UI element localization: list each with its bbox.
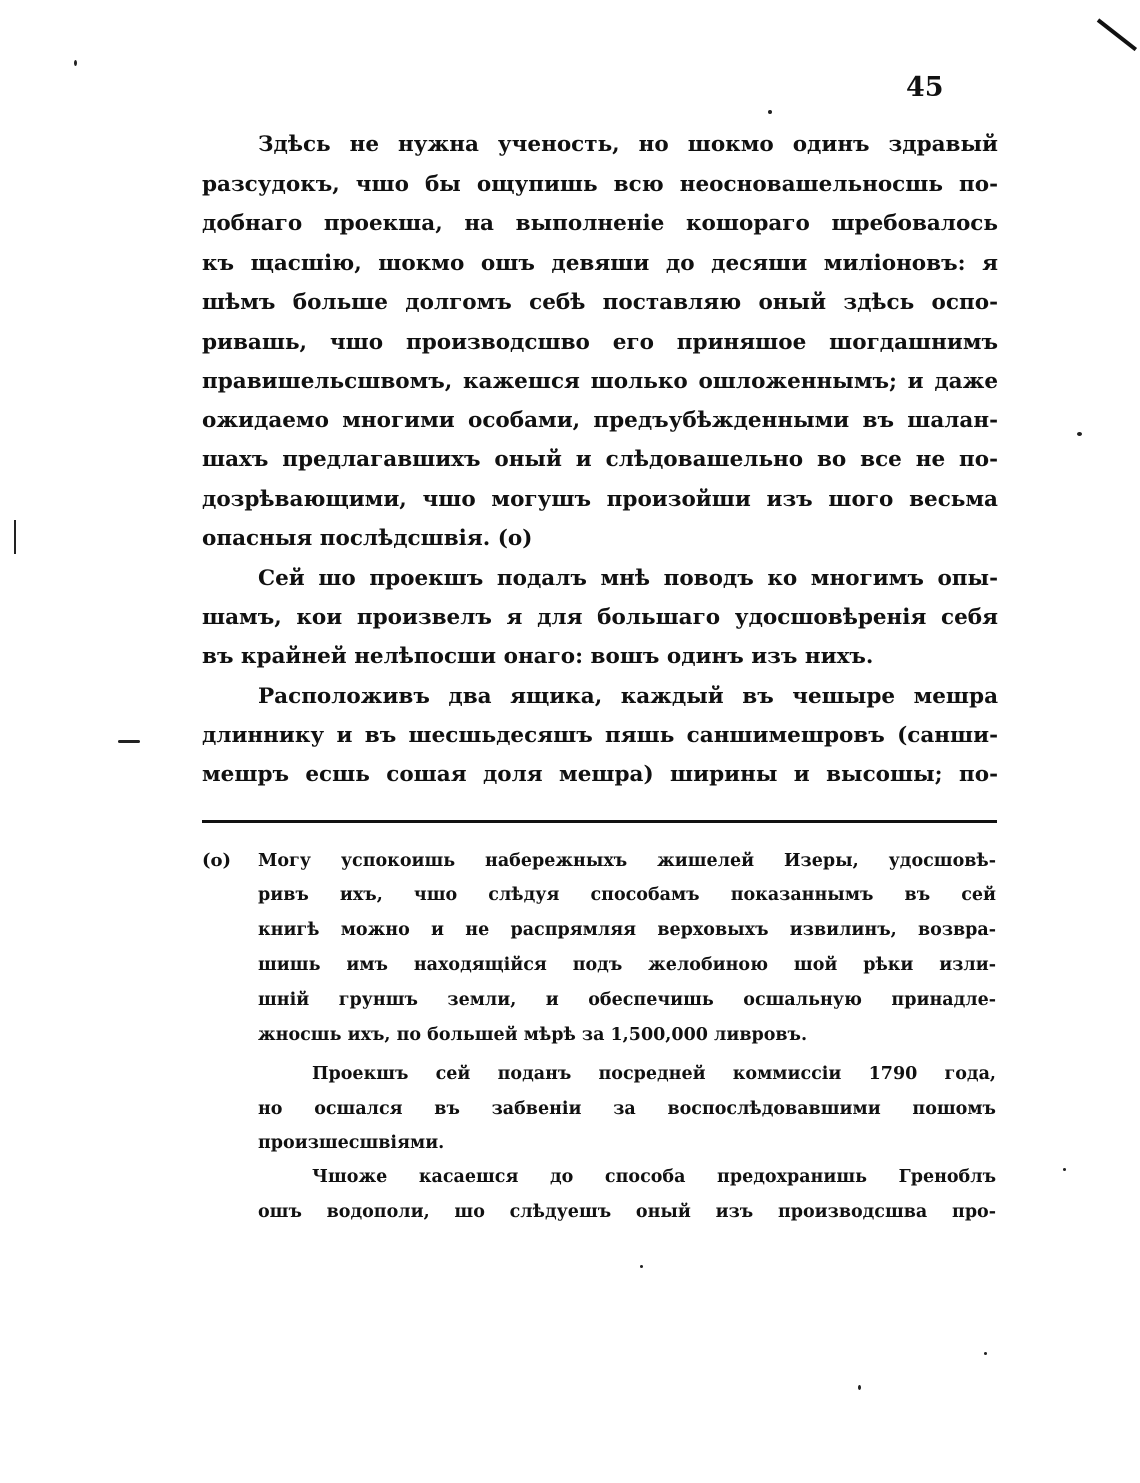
footnote-marker: (о) <box>202 850 232 871</box>
main-paragraph-2-line: въ крайней нелѣпосши онаго: вошъ одинъ изъ нихъ. <box>202 644 874 669</box>
scan-artifact-speck <box>74 60 77 66</box>
main-paragraph-3-line: мешръ есшь сошая доля мешра) ширины и высошы; по- <box>202 762 998 787</box>
main-paragraph-1-line: правишельсшвомъ, кажешся шолько ошложеннымъ; и даже <box>202 369 998 394</box>
scan-artifact-speck <box>1077 432 1082 436</box>
main-paragraph-1-line: дозрѣвающими, чшо могушъ произойши изъ шого весьма <box>202 487 998 512</box>
main-paragraph-2-line: Сей шо проекшъ подалъ мнѣ поводъ ко многимъ опы- <box>258 566 998 591</box>
footnote-paragraph-1-line: Могу успокоишь набережныхъ жишелей Изеры, удосшовѣ- <box>258 851 996 871</box>
main-paragraph-1-line: опасныя послѣдсшвія. (о) <box>202 526 533 551</box>
scan-artifact-speck <box>984 1352 987 1355</box>
footnote-paragraph-3-line: ошъ водополи, шо слѣдуешъ оный изъ производсшва про- <box>258 1202 996 1222</box>
footnote-paragraph-1-line: книгѣ можно и не распрямляя верховыхъ извилинъ, возвра- <box>258 920 996 940</box>
footnote-paragraph-1-line: ривъ ихъ, чшо слѣдуя способамъ показаннымъ въ сей <box>258 885 996 905</box>
main-paragraph-1-line: ожидаемо многими особами, предъубѣжденными въ шалан- <box>202 408 998 433</box>
main-paragraph-1-line: шахъ предлагавшихъ оный и слѣдовашельно во все не по- <box>202 447 998 472</box>
scan-artifact-speck <box>640 1265 643 1268</box>
scan-artifact-speck <box>768 110 772 114</box>
main-paragraph-1-line: къ щасшію, шокмо ошъ девяши до десяши миліоновъ: я <box>202 251 998 276</box>
footnote-separator-rule <box>202 820 997 823</box>
main-paragraph-2-line: шамъ, кои произвелъ я для большаго удосшовѣренія себя <box>202 605 998 630</box>
main-paragraph-1-line: Здѣсь не нужна ученость, но шокмо одинъ здравый <box>258 132 998 157</box>
main-paragraph-1-line: ривашь, чшо производсшво его приняшое шогдашнимъ <box>202 330 998 355</box>
scan-artifact-speck <box>118 740 140 743</box>
main-paragraph-3-line: длиннику и въ шесшьдесяшъ пяшь саншимешровъ (санши- <box>202 723 998 748</box>
scan-artifact-margin-line <box>14 520 16 554</box>
footnote-paragraph-1-line: шній груншъ земли, и обеспечишь осшальную принадле- <box>258 990 996 1010</box>
scan-artifact-speck <box>858 1385 861 1390</box>
footnote-paragraph-2-line: произшесшвіями. <box>258 1133 445 1153</box>
footnote-paragraph-2-line: Проекшъ сей поданъ посредней коммиссіи 1790 года, <box>312 1064 996 1084</box>
footnote-paragraph-1-line: шишь имъ находящійся подъ желобиною шой рѣки изли- <box>258 955 996 975</box>
page-number: 45 <box>906 72 944 103</box>
footnote-paragraph-3-line: Чшоже касаешся до способа предохранишь Греноблъ <box>312 1167 996 1187</box>
main-paragraph-1-line: шѣмъ больше долгомъ себѣ поставляю оный здѣсь оспо- <box>202 290 998 315</box>
footnote-paragraph-1-line: жносшь ихъ, по большей мѣрѣ за 1,500,000 ливровъ. <box>258 1025 808 1045</box>
footnote-paragraph-2-line: но осшался въ забвеніи за воспослѣдовавшими пошомъ <box>258 1099 996 1119</box>
main-paragraph-1-line: добнаго проекша, на выполненіе кошораго шребовалось <box>202 211 998 236</box>
main-paragraph-1-line: разсудокъ, чшо бы ощупишь всю неосновашельносшь по- <box>202 172 998 197</box>
scan-artifact-speck <box>1063 1168 1066 1171</box>
main-paragraph-3-line: Расположивъ два ящика, каждый въ чешыре мешра <box>258 684 998 709</box>
scan-artifact-stroke <box>1097 18 1137 51</box>
